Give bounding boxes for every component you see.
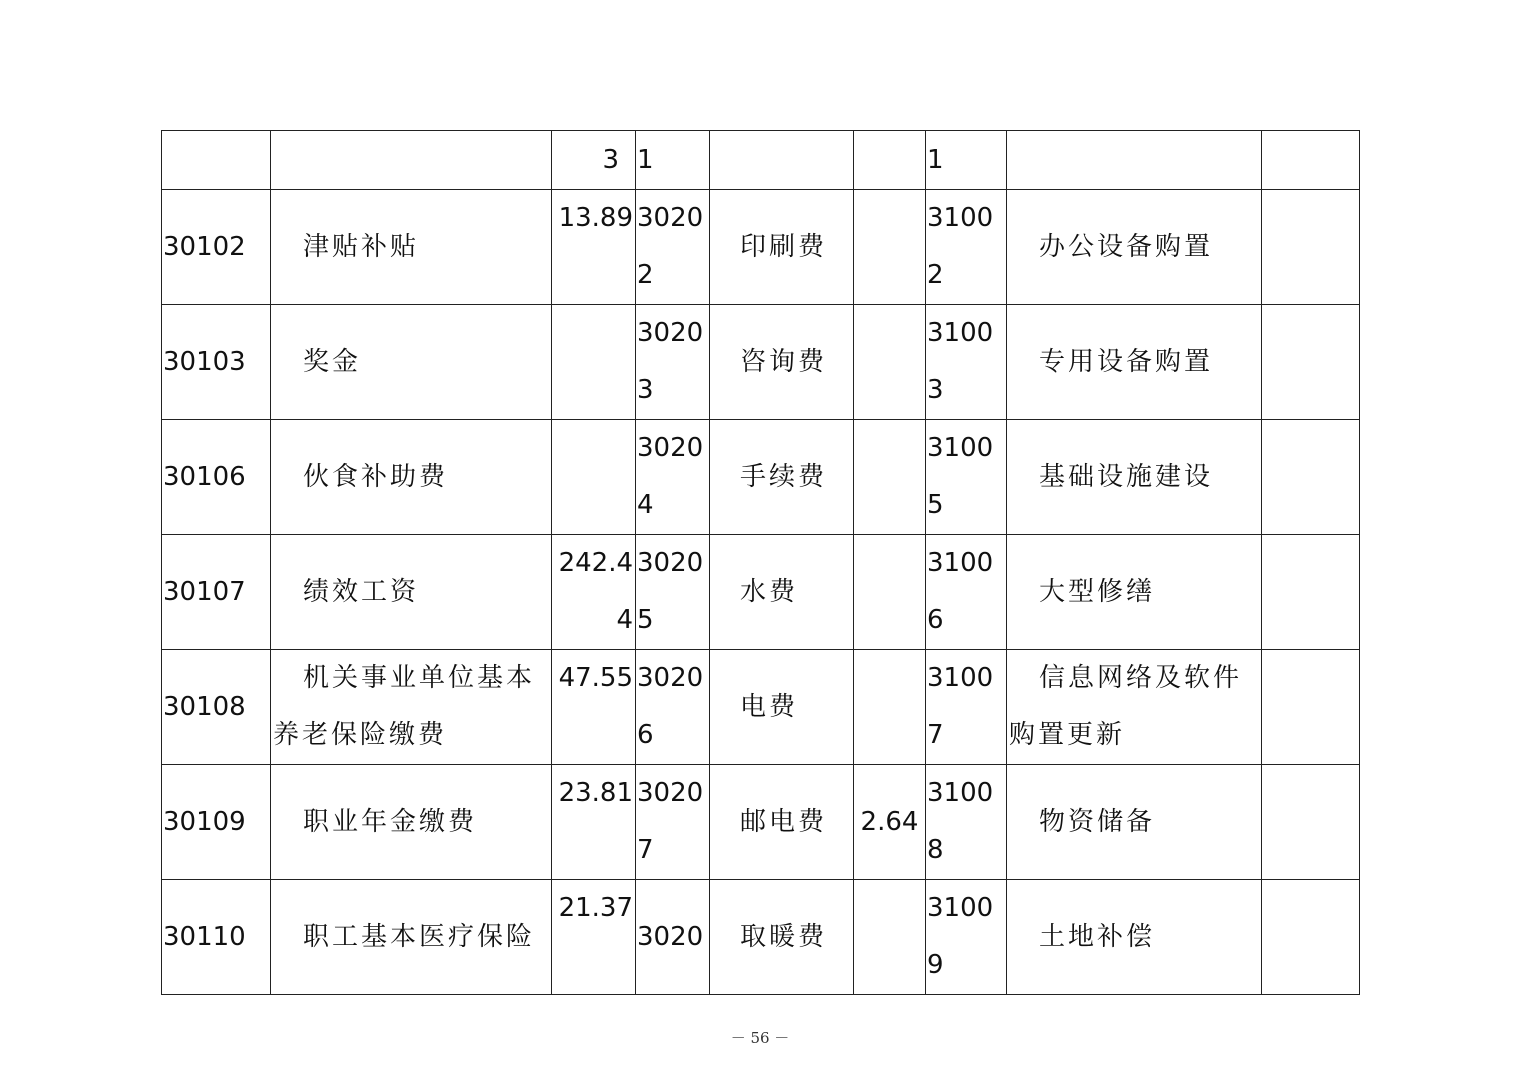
cell-mid-code: 30204 — [636, 420, 710, 535]
cell-name: 职业年金缴费 — [271, 765, 552, 880]
cell-prop-code: 31005 — [926, 420, 1007, 535]
cell-code: 30110 — [162, 880, 271, 995]
table-row — [162, 190, 1360, 305]
cell-code: 30106 — [162, 420, 271, 535]
cell-prop-name: 专用设备购置 — [1007, 305, 1262, 420]
cell-prop-amount — [1262, 420, 1360, 535]
cell-name: 奖金 — [271, 305, 552, 420]
cell-code: 30102 — [162, 190, 271, 305]
cell-prop-code: 31006 — [926, 535, 1007, 650]
cell-mid-name: 咨询费 — [710, 305, 854, 420]
cell-amount: 23.81 — [552, 765, 636, 880]
cell-mid-name: 电费 — [710, 650, 854, 765]
cell-mid-amount — [854, 131, 926, 190]
cell-mid-amount — [854, 190, 926, 305]
cell-mid-code: 30202 — [636, 190, 710, 305]
cell-code: 30103 — [162, 305, 271, 420]
cell-prop-amount — [1262, 131, 1360, 190]
cell-amount: 21.37 — [552, 880, 636, 995]
cell-prop-code: 31003 — [926, 305, 1007, 420]
budget-table — [161, 130, 1360, 995]
cell-name: 津贴补贴 — [271, 190, 552, 305]
table-row — [162, 535, 1360, 650]
cell-mid-amount — [854, 535, 926, 650]
cell-amount — [552, 305, 636, 420]
cell-mid-amount — [854, 880, 926, 995]
cell-mid-amount: 2.64 — [854, 765, 926, 880]
cell-prop-name: 物资储备 — [1007, 765, 1262, 880]
cell-prop-code: 31008 — [926, 765, 1007, 880]
table-row — [162, 420, 1360, 535]
cell-code — [162, 131, 271, 190]
cell-mid-name: 取暖费 — [710, 880, 854, 995]
cell-prop-code: 31009 — [926, 880, 1007, 995]
cell-code: 30109 — [162, 765, 271, 880]
cell-prop-amount — [1262, 650, 1360, 765]
cell-mid-name: 水费 — [710, 535, 854, 650]
cell-mid-name: 印刷费 — [710, 190, 854, 305]
cell-prop-name: 大型修缮 — [1007, 535, 1262, 650]
cell-name: 机关事业单位基本养老保险缴费 — [271, 650, 552, 765]
cell-amount: 13.89 — [552, 190, 636, 305]
cell-prop-name: 办公设备购置 — [1007, 190, 1262, 305]
cell-prop-name — [1007, 131, 1262, 190]
cell-name: 绩效工资 — [271, 535, 552, 650]
cell-prop-amount — [1262, 880, 1360, 995]
cell-amount: 3 — [552, 131, 636, 190]
cell-name: 伙食补助费 — [271, 420, 552, 535]
page-number: － 56 － — [730, 1029, 790, 1047]
cell-mid-code: 30203 — [636, 305, 710, 420]
table-row — [162, 131, 1360, 190]
cell-mid-name: 邮电费 — [710, 765, 854, 880]
cell-mid-code: 30206 — [636, 650, 710, 765]
table-row — [162, 880, 1360, 995]
cell-prop-code: 31007 — [926, 650, 1007, 765]
cell-code: 30107 — [162, 535, 271, 650]
cell-prop-amount — [1262, 765, 1360, 880]
cell-prop-code: 31002 — [926, 190, 1007, 305]
cell-prop-amount — [1262, 190, 1360, 305]
cell-mid-amount — [854, 650, 926, 765]
cell-amount: 242.44 — [552, 535, 636, 650]
table-row — [162, 305, 1360, 420]
cell-mid-code: 30205 — [636, 535, 710, 650]
cell-prop-amount — [1262, 535, 1360, 650]
table-row — [162, 650, 1360, 765]
cell-mid-code: 3020 — [636, 880, 710, 995]
cell-mid-amount — [854, 420, 926, 535]
cell-name: 职工基本医疗保险 — [271, 880, 552, 995]
cell-prop-code: 1 — [926, 131, 1007, 190]
table-row — [162, 765, 1360, 880]
cell-prop-name: 基础设施建设 — [1007, 420, 1262, 535]
cell-name — [271, 131, 552, 190]
cell-prop-amount — [1262, 305, 1360, 420]
cell-mid-code: 30207 — [636, 765, 710, 880]
cell-mid-name — [710, 131, 854, 190]
cell-code: 30108 — [162, 650, 271, 765]
cell-amount: 47.55 — [552, 650, 636, 765]
cell-prop-name: 信息网络及软件购置更新 — [1007, 650, 1262, 765]
cell-amount — [552, 420, 636, 535]
cell-mid-code: 1 — [636, 131, 710, 190]
cell-mid-amount — [854, 305, 926, 420]
cell-mid-name: 手续费 — [710, 420, 854, 535]
cell-prop-name: 土地补偿 — [1007, 880, 1262, 995]
